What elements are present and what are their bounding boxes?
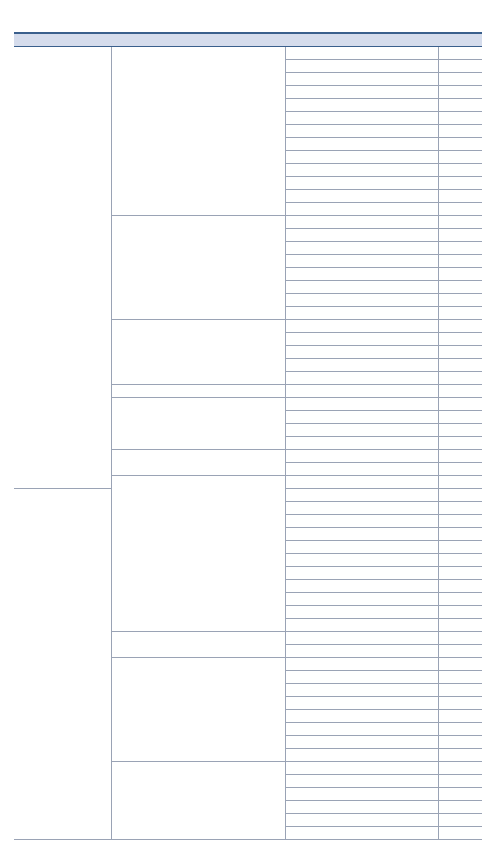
level2-cell [111,658,285,762]
indicator-weight [438,606,482,619]
indicator-weight [438,307,482,320]
indicator-weight [438,60,482,73]
level3-indicator [285,801,438,814]
level1-cell [14,47,111,489]
indicator-weight [438,372,482,385]
level3-indicator [285,814,438,827]
level3-indicator [285,151,438,164]
indicator-weight [438,112,482,125]
indicator-weight [438,645,482,658]
level3-indicator [285,632,438,645]
level3-indicator [285,684,438,697]
header-level2 [111,33,285,47]
table-row [14,47,482,60]
level2-cell [111,385,285,398]
indicator-weight [438,580,482,593]
level3-indicator [285,502,438,515]
level3-indicator [285,86,438,99]
level3-indicator [285,515,438,528]
level3-indicator [285,99,438,112]
indicator-weight [438,749,482,762]
indicator-weight [438,788,482,801]
level3-indicator [285,216,438,229]
level3-indicator [285,541,438,554]
level3-indicator [285,164,438,177]
indicator-weight [438,827,482,840]
indicator-weight [438,593,482,606]
level3-indicator [285,320,438,333]
table-header-row [14,33,482,47]
indicator-weight [438,515,482,528]
indicator-weight [438,411,482,424]
page-title [0,0,500,30]
level3-indicator [285,112,438,125]
indicator-weight [438,86,482,99]
level3-indicator [285,60,438,73]
indicator-weight [438,190,482,203]
indicator-weight [438,489,482,502]
indicator-weight [438,242,482,255]
indicator-weight [438,736,482,749]
level3-indicator [285,411,438,424]
level3-indicator [285,463,438,476]
level3-indicator [285,73,438,86]
level3-indicator [285,749,438,762]
level2-cell [111,320,285,385]
header-level1 [14,33,111,47]
level3-indicator [285,268,438,281]
indicator-weight [438,801,482,814]
level3-indicator [285,437,438,450]
level3-indicator [285,138,438,151]
level3-indicator [285,333,438,346]
level3-indicator [285,554,438,567]
indicator-weight [438,671,482,684]
level3-indicator [285,619,438,632]
indicator-weight [438,125,482,138]
level3-indicator [285,125,438,138]
level3-indicator [285,671,438,684]
level3-indicator [285,450,438,463]
level3-indicator [285,788,438,801]
indicator-weight [438,554,482,567]
level3-indicator [285,489,438,502]
indicator-weight [438,268,482,281]
level3-indicator [285,567,438,580]
indicator-weight [438,814,482,827]
indicator-weight [438,47,482,60]
level3-indicator [285,723,438,736]
level3-indicator [285,606,438,619]
indicator-weight [438,333,482,346]
indicator-weight [438,73,482,86]
level3-indicator [285,177,438,190]
level3-indicator [285,385,438,398]
level3-indicator [285,294,438,307]
indicator-weight [438,567,482,580]
level3-indicator [285,762,438,775]
level2-cell [111,450,285,476]
indicator-weight [438,385,482,398]
level3-indicator [285,398,438,411]
header-level3 [285,33,438,47]
level3-indicator [285,710,438,723]
table-body [14,47,482,840]
indicator-weight [438,684,482,697]
indicator-weight [438,424,482,437]
level3-indicator [285,645,438,658]
indicator-weight [438,476,482,489]
indicator-weight [438,281,482,294]
level3-indicator [285,359,438,372]
level2-cell [111,762,285,840]
indicator-weight [438,463,482,476]
header-weight [438,33,482,47]
indicator-weight [438,619,482,632]
level2-cell [111,632,285,658]
level2-cell [111,216,285,320]
level3-indicator [285,281,438,294]
indicator-weight [438,177,482,190]
level3-indicator [285,476,438,489]
level3-indicator [285,775,438,788]
level3-indicator [285,307,438,320]
indicator-weight [438,697,482,710]
indicator-weight [438,437,482,450]
level1-cell [14,489,111,840]
indicator-weight [438,99,482,112]
indicator-weight [438,710,482,723]
indicator-weight [438,450,482,463]
level3-indicator [285,229,438,242]
indicator-weight [438,775,482,788]
indicator-weight [438,502,482,515]
indicator-weight [438,216,482,229]
level3-indicator [285,203,438,216]
indicator-weight [438,346,482,359]
indicator-weight [438,528,482,541]
level3-indicator [285,255,438,268]
level3-indicator [285,242,438,255]
indicator-weight [438,255,482,268]
level3-indicator [285,580,438,593]
indicator-weight [438,151,482,164]
indicator-weight [438,359,482,372]
indicator-weight [438,723,482,736]
level3-indicator [285,372,438,385]
level3-indicator [285,593,438,606]
level3-indicator [285,346,438,359]
indicator-weight [438,229,482,242]
level3-indicator [285,736,438,749]
indicator-weight-table [14,32,482,840]
level3-indicator [285,190,438,203]
indicator-weight [438,632,482,645]
indicator-weight [438,203,482,216]
level3-indicator [285,424,438,437]
level2-cell [111,47,285,216]
indicator-weight [438,138,482,151]
level3-indicator [285,47,438,60]
level3-indicator [285,658,438,671]
indicator-weight [438,294,482,307]
level3-indicator [285,697,438,710]
indicator-weight [438,398,482,411]
level2-cell [111,476,285,632]
indicator-weight [438,164,482,177]
level2-cell [111,398,285,450]
indicator-weight [438,658,482,671]
indicator-weight [438,541,482,554]
level3-indicator [285,827,438,840]
level3-indicator [285,528,438,541]
indicator-weight [438,320,482,333]
indicator-weight [438,762,482,775]
